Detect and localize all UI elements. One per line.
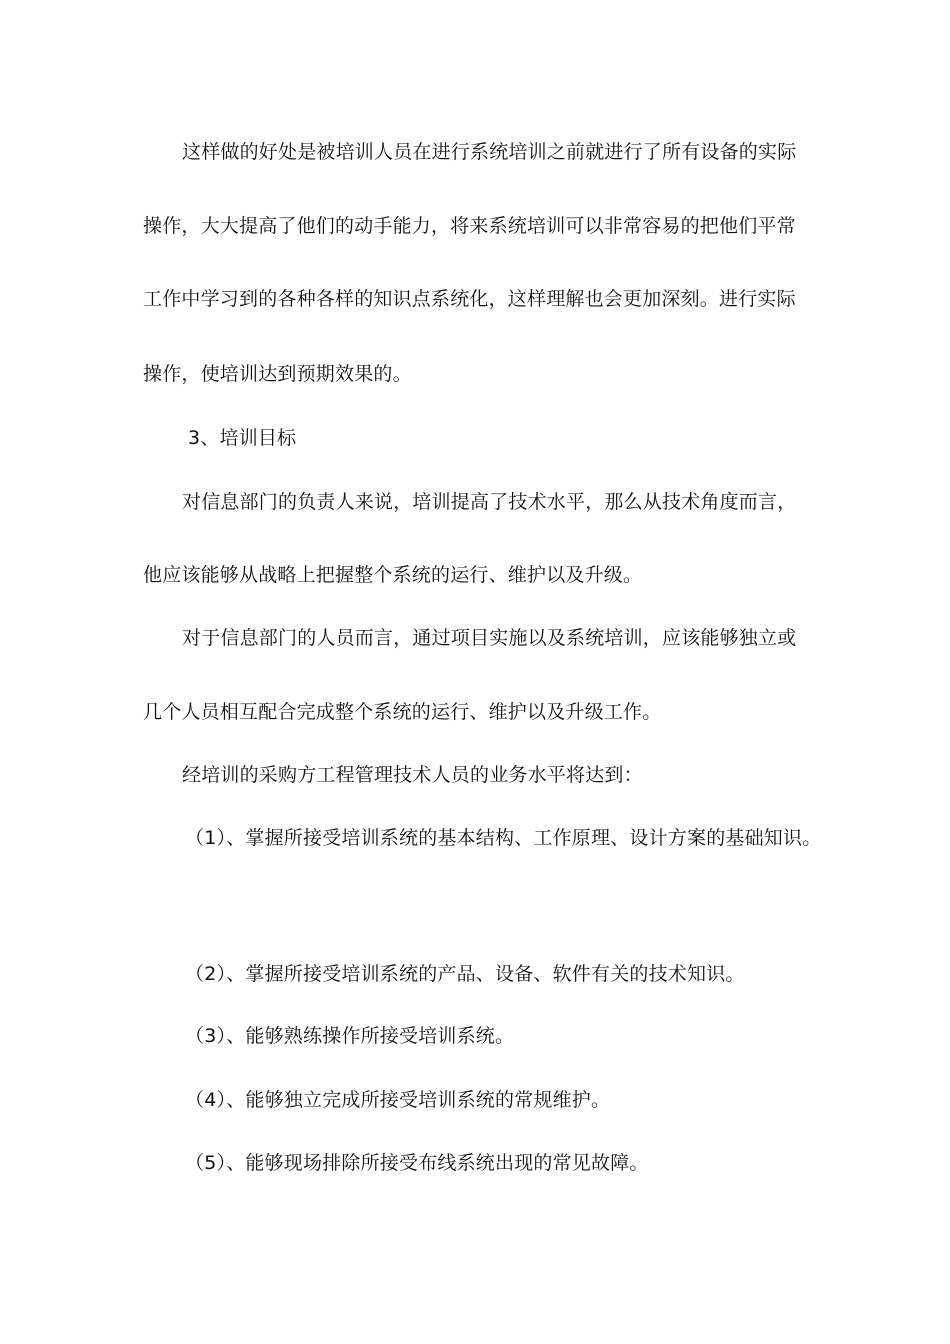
list-item: （2）、掌握所接受培训系统的产品、设备、软件有关的技术知识。 [185,963,745,985]
paragraph-2-line-1: 对信息部门的负责人来说，培训提高了技术水平，那么从技术角度而言， [182,491,797,513]
list-item: （1）、掌握所接受培训系统的基本结构、工作原理、设计方案的基础知识。 [185,827,822,849]
paragraph-1-line-1: 这样做的好处是被培训人员在进行系统培训之前就进行了所有设备的实际 [182,141,797,163]
list-item: （4）、能够独立完成所接受培训系统的常规维护。 [185,1089,611,1111]
paragraph-1-line-3: 工作中学习到的各种各样的知识点系统化，这样理解也会更加深刻。进行实际 [143,288,796,310]
paragraph-4: 经培训的采购方工程管理技术人员的业务水平将达到： [182,764,643,786]
paragraph-1-line-2: 操作，大大提高了他们的动手能力，将来系统培训可以非常容易的把他们平常 [143,215,796,237]
list-item: （3）、能够熟练操作所接受培训系统。 [185,1025,515,1047]
section-heading: 3、培训目标 [188,427,297,449]
paragraph-3-line-1: 对于信息部门的人员而言，通过项目实施以及系统培训，应该能够独立或 [182,627,797,649]
list-item: （5）、能够现场排除所接受布线系统出现的常见故障。 [185,1152,649,1174]
paragraph-3-line-2: 几个人员相互配合完成整个系统的运行、维护以及升级工作。 [143,701,662,723]
paragraph-1-line-4: 操作，使培训达到预期效果的。 [143,363,412,385]
paragraph-2-line-2: 他应该能够从战略上把握整个系统的运行、维护以及升级。 [143,564,643,586]
